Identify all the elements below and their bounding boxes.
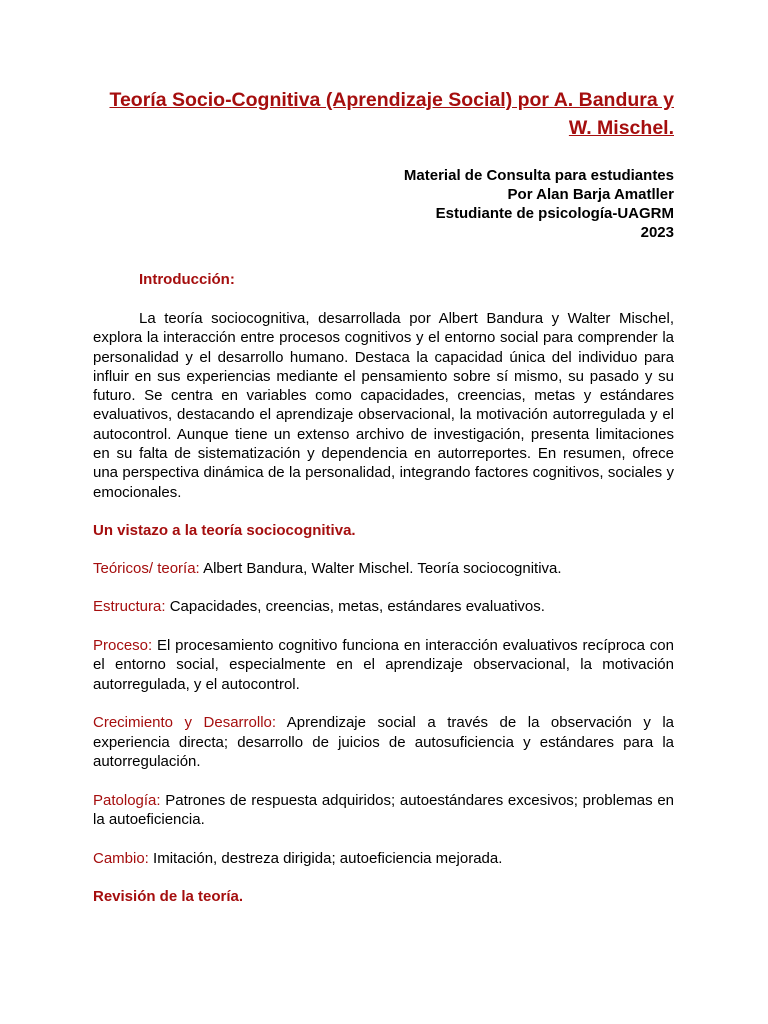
item-label: Crecimiento y Desarrollo: [93,714,277,732]
item-text: Patrones de respuesta adquiridos; autoestándares excesivos; problemas en la autoeficiencia. [93,791,674,829]
item-text: El procesamiento cognitivo funciona en interacción evaluativos recíproca con el entorno social, especialmente en el aprendizaje observacional, la motivación autorregulada, y el autocontrol. [93,636,674,693]
item-proceso [93,636,674,695]
item-estructura [93,597,674,617]
item-label: Patología: [93,791,161,809]
meta-line-author: Por Alan Barja Amatller [507,186,674,203]
document-title: Teoría Socio-Cognitiva (Aprendizaje Social) por A. Bandura y W. Mischel. [109,89,674,139]
item-text: Aprendizaje social a través de la observación y la experiencia directa; desarrollo de juicios de autosuficiencia y estándares para la autorregulación. [93,714,675,771]
meta-line-material: Material de Consulta para estudiantes [403,167,674,184]
author-info [93,166,674,242]
item-cambio [93,849,674,869]
item-patologia [93,791,674,830]
item-label: Teóricos/ teoría: [93,559,200,577]
item-label: Proceso: [93,636,153,654]
item-teoricos [93,559,674,579]
item-text: Albert Bandura, Walter Mischel. Teoría sociocognitiva. [203,559,562,577]
item-text: Capacidades, creencias, metas, estándares evaluativos. [169,598,545,616]
intro-heading: Introducción: [139,271,235,288]
intro-paragraph: La teoría sociocognitiva, desarrollada por Albert Bandura y Walter Mischel, explora la interacción entre procesos cognitivos y el entorno social para comprender la personalidad y el desarrollo humano. Destaca la capacidad única del individuo para influir en sus experiencias mediante el pensamiento sobre sí mismo, su pasado y su futuro. Se centra en variables como capacidades, creencias, metas y estándares evaluativos, destacando el aprendizaje observacional, la motivación autorregulada y el autocontrol. Aunque tiene un extenso archivo de investigación, presenta limitaciones en su falta de sistematización y dependencia en autorreportes. En resumen, ofrece una perspectiva dinámica de la personalidad, integrando factores cognitivos, sociales y emocionales. [93,310,674,501]
meta-line-affiliation: Estudiante de psicología-UAGRM [435,205,674,222]
item-text: Imitación, destreza dirigida; autoeficiencia mejorada. [153,849,503,867]
item-label: Cambio: [93,849,149,867]
item-label: Estructura: [93,598,166,616]
review-heading: Revisión de la teoría. [93,888,244,906]
meta-line-year: 2023 [640,224,674,241]
item-crecimiento [93,713,674,772]
overview-heading: Un vistazo a la teoría sociocognitiva. [93,521,356,539]
